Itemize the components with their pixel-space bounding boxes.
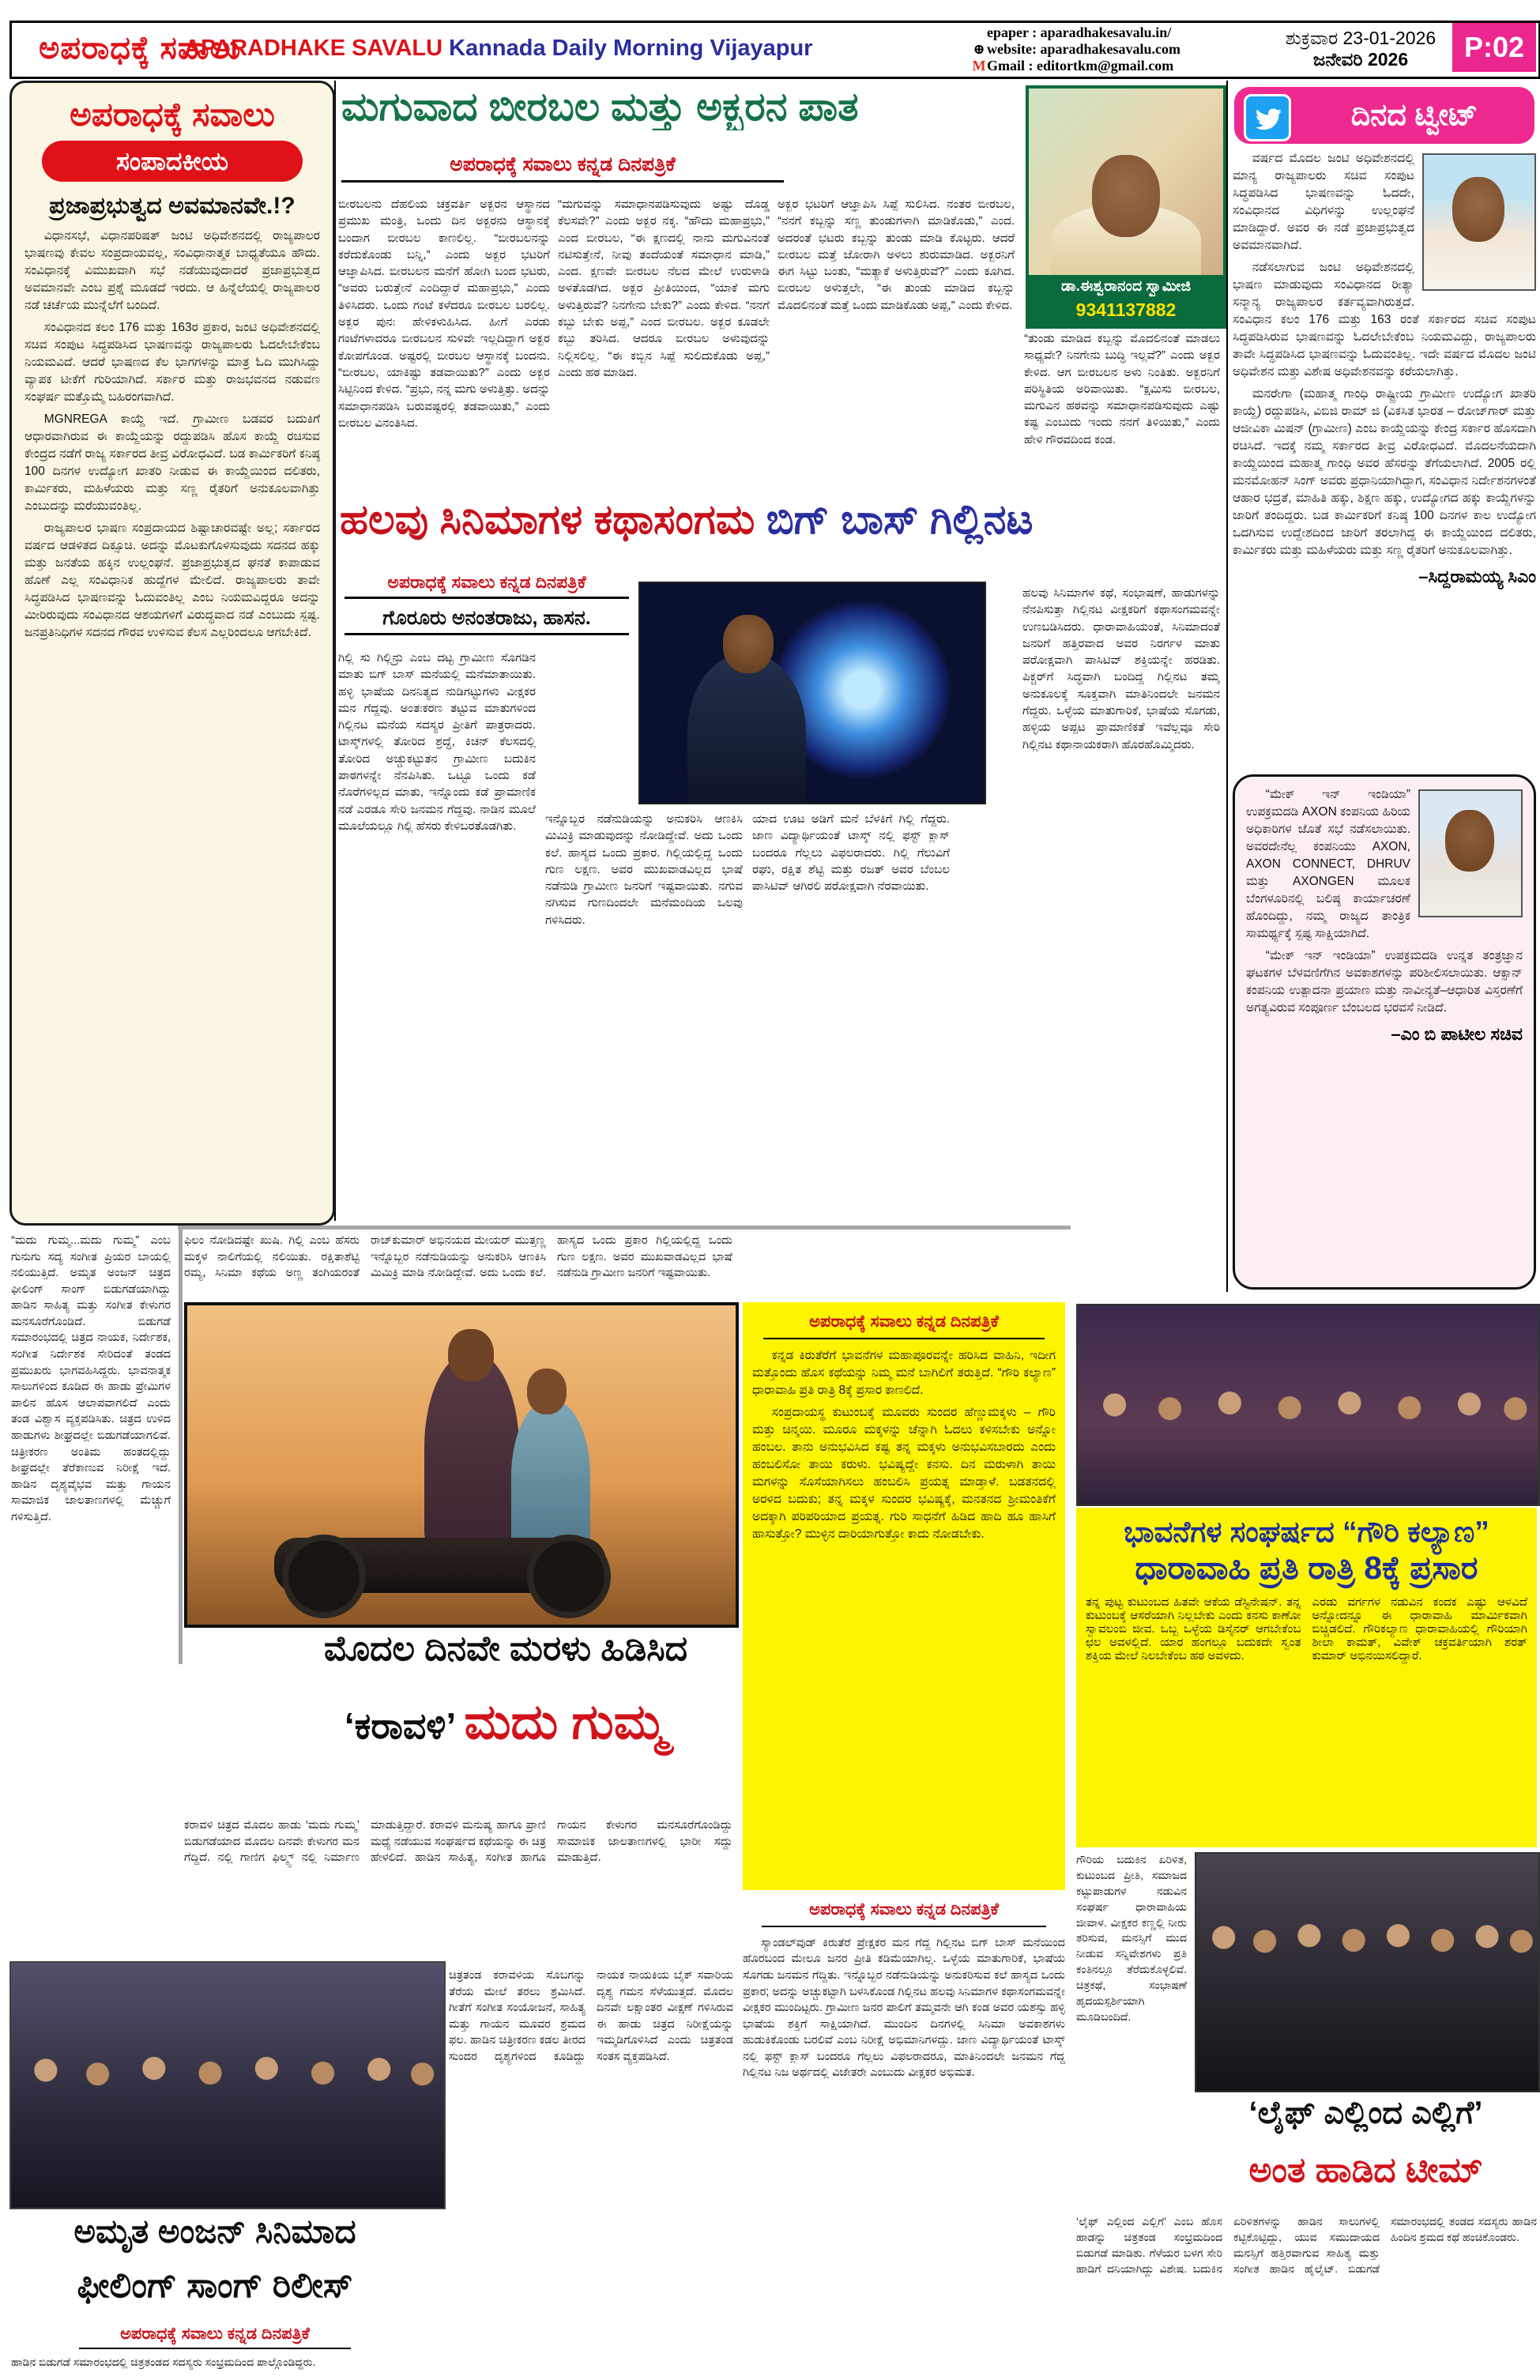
motorcycle-wheel [282,1535,366,1618]
editorial-paragraph: ವಿಧಾನಸಭೆ, ವಿಧಾನಪರಿಷತ್ ಜಂಟಿ ಅಧಿವೇಶನದಲ್ಲಿ ರಾಜ್ಯಪಾಲರ ಭಾಷಣವು ಕೇವಲ ಸಂಪ್ರದಾಯವಲ್ಲ, ಸಂವಿಧಾನಾತ್ಮಕ ಬಾಧ್ಯತೆಯೂ ಹೌದು. ಸಂವಿಧಾನಕ್ಕೆ ವಿಮುಖವಾಗಿ ಸಭೆ ನಡೆಯುವುದಾದರೆ ಪ್ರಜಾಪ್ರಭುತ್ವದ ಅವಮಾನವೇ ಎಂಬ ಪ್ರಶ್ನೆ ಮೂಡದೆ ಇರದು. ಆ ಹಿನ್ನೆಲೆಯಲ್ಲಿ ರಾಜ್ಯಪಾಲರ ನಡೆ ಚರ್ಚೆಯ ಮುನ್ನೆಲೆಗೆ ಬಂದಿದೆ. [24,229,320,312]
amrut-byline: ಅಪರಾಧಕ್ಕೆ ಸವಾಲು ಕನ್ನಡ ದಿನಪತ್ರಿಕೆ [79,2325,351,2349]
masthead-logo: ಅಪರಾಧಕ್ಕೆ ಸವಾಲು [39,31,242,66]
tweet-paragraph: ಮನರೇಗಾ (ಮಹಾತ್ಮ ಗಾಂಧಿ ರಾಷ್ಟ್ರೀಯ ಗ್ರಾಮೀಣ ಉದ್ಯೋಗ ಖಾತರಿ ಕಾಯ್ದೆ) ರದ್ದುಪಡಿಸಿ, ವಿಬಿಜಿ ರಾಮ್ ಜಿ (ವಿಕಸಿತ ಭಾರತ – ರೋಜ್‌ಗಾರ್ ಮತ್ತು ಆಜೀವಿಕಾ ಮಿಷನ್ (ಗ್ರಾಮೀಣ) ಎಂಬ ಕಾಯ್ದೆಯನ್ನು ಕೇಂದ್ರ ಸರ್ಕಾರ ಹೊಸದಾಗಿ ರಚಿಸಿದೆ. ಇದಕ್ಕೆ ನಮ್ಮ ಸರ್ಕಾರದ ತೀವ್ರ ವಿರೋಧವಿದೆ. ಮೊದಲನೆಯದಾಗಿ ಕಾಯ್ದೆಯಿಂದ ಮಹಾತ್ಮ ಗಾಂಧಿ ಅವರ ಹೆಸರನ್ನು ತೆಗೆಯಲಾಗಿದೆ. 2005 ರಲ್ಲಿ ಮನಮೋಹನ್ ಸಿಂಗ್ ಅವರು ಪ್ರಧಾನಿಯಾಗಿದ್ದಾಗ, ಸಂವಿಧಾನ ನಿರ್ದೇಶನಗಳಂತೆ ಆಹಾರ ಭದ್ರತೆ, ಮಾಹಿತಿ ಹಕ್ಕು, ಶಿಕ್ಷಣ ಹಕ್ಕು, ಉದ್ಯೋಗದ ಹಕ್ಕು ಕಾಯ್ದೆಗಳನ್ನು ಜಾರಿಗೆ ತಂದಿದ್ದರು. ಬಡ ಕಾರ್ಮಿಕರಿಗೆ ಕನಿಷ್ಠ 100 ದಿನಗಳ ಕಾಲ ಉದ್ಯೋಗ ಒದಗಿಸುವ ಉದ್ದೇಶದಿಂದ ಜಾರಿಗೆ ತರಲಾಗಿದ್ದ ಈ ಕಾಯ್ದೆಯಿಂದ ದಲಿತರು, ಕಾರ್ಮಿಕರು ಮತ್ತು ಮಹಿಳೆಯರು ಮತ್ತು ಸಣ್ಣ ರೈತರಿಗೆ ಅನುಕೂಲವಾಗಿತ್ತು. [1233,387,1536,557]
editorial-box [9,81,335,1226]
globe-icon: ⊕ [973,41,985,57]
hero-face [448,1329,494,1381]
mbpatil-face [1445,810,1494,872]
gauri-highlight-column [743,1302,1065,1890]
bigboss-byline: ಅಪರಾಧಕ್ಕೆ ಸವಾಲು ಕನ್ನಡ ದಿನಪತ್ರಿಕೆ [345,572,629,599]
gauri-headline-line1: ಭಾವನೆಗಳ ಸಂಘರ್ಷದ “ಗೌರಿ ಕಲ್ಯಾಣ” [1124,1516,1489,1548]
life-headline-line2: ಅಂತ ಹಾಡಿದ ಟೀಮ್ [1248,2151,1483,2190]
epaper-icon [971,24,987,41]
tweet-siddaramaiah [1233,150,1536,768]
life-headline-line1: ‘ಲೈಫ್ ಎಲ್ಲಿಂದ ಎಲ್ಲಿಗೆ’ [1248,2096,1483,2130]
siddaramaiah-face [1452,177,1504,242]
karavali-title: ‘ಕರಾವಳಿ’ [344,1705,465,1746]
bigboss-headline-red: ಹಲವು ಸಿನಿಮಾಗಳ ಕಥಾಸಂಗಮ [340,497,766,543]
contact-block [971,24,1180,74]
tweet-of-day-title: ದಿನದ ಟ್ವೀಟ್ [1350,99,1478,132]
editorial-paragraph: ಸಂವಿಧಾನದ ಕಲಂ 176 ಮತ್ತು 163ರ ಪ್ರಕಾರ, ಜಂಟಿ ಅಧಿವೇಶನದಲ್ಲಿ ಸಚಿವ ಸಂಪುಟ ಸಿದ್ಧಪಡಿಸಿದ ಭಾಷಣವನ್ನು ರಾಜ್ಯಪಾಲರು ಓದಲೇಬೇಕೆಂಬ ನಿಯಮವಿದೆ. ಆದರೆ ಭಾಷಣದ ಕೆಲ ಭಾಗಗಳನ್ನು ಮಾತ್ರ ಓದಿ ಮುಗಿಸಿದ್ದು ವ್ಯಾಪಕ ಟೀಕೆಗೆ ಗುರಿಯಾಗಿದೆ. ಸರ್ಕಾರ ಮತ್ತು ರಾಜಭವನದ ನಡುವಣ ಸಂಘರ್ಷ ಮತ್ತೊಮ್ಮೆ ಬಹಿರಂಗವಾಗಿದೆ. [24,321,320,404]
bigboss-column: ಗಿಲ್ಲಿ ಸು ಗಿಲ್ಲಿನ್ರು ಎಂಬ ದಟ್ಟ ಗ್ರಾಮೀಣ ಸೊಗಡಿನ ಮಾತು ಬಿಗ್ ಬಾಸ್ ಮನೆಯಲ್ಲಿ ಮನೆಮಾತಾಯಿತು. ಹಳ್ಳಿ ಭಾಷೆಯ ದಿನನಿತ್ಯದ ನುಡಿಗಟ್ಟುಗಳು ವೀಕ್ಷಕರ ಮನ ಗೆದ್ದವು. ಅಂತಃಕರಣ ತಟ್ಟುವ ಮಾತುಗಳಿಂದ ಗಿಲ್ಲಿನಟ ಮನೆಯ ಸದಸ್ಯರ ಪ್ರೀತಿಗೆ ಪಾತ್ರರಾದರು. ಟಾಸ್ಕ್‌ಗಳಲ್ಲಿ ತೋರಿದ ಶ್ರದ್ಧೆ, ಕಿಚನ್ ಕೆಲಸದಲ್ಲಿ ತೋರಿದ ಅಚ್ಚುಕಟ್ಟುತನ ಗ್ರಾಮೀಣ ಬದುಕಿನ ಪಾಠಗಳನ್ನೇ ನೆನಪಿಸಿತು. ಒಟ್ಟೂ ಒಂದು ಕಡೆ ನೊರೆಗಳಿಲ್ಲದ ಮಾತು, ಇನ್ನೊಂದು ಕಡೆ ಪ್ರಾಮಾಣಿಕ ನಡೆ ಎರಡೂ ಸೇರಿ ಜನಮನ ಗೆದ್ದವು. ನಾಡಿನ ಮೂಲೆ ಮೂಲೆಯಲ್ಲೂ ಗಿಲ್ಲಿ ಹೆಸರು ಕೇಳಿಬರತೊಡಗಿತು. [338,651,536,833]
gauri-side-column: ಗೌರಿಯ ಬದುಕಿನ ಏರಿಳಿತ, ಕುಟುಂಬದ ಪ್ರೀತಿ, ಸಮಾಜದ ಕಟ್ಟುಪಾಡುಗಳ ನಡುವಿನ ಸಂಘರ್ಷ ಧಾರಾವಾಹಿಯ ಜೀವಾಳ. ವೀಕ್ಷಕರ ಕಣ್ಣಲ್ಲಿ ನೀರು ತರಿಸುವ, ಮನಸ್ಸಿಗೆ ಮುದ ನೀಡುವ ಸನ್ನಿವೇಶಗಳು ಪ್ರತಿ ಕಂತಿನಲ್ಲೂ ತೆರೆದುಕೊಳ್ಳಲಿವೆ. ಚಿತ್ರಕಥೆ, ಸಂಭಾಷಣೆ ಹೃದಯಸ್ಪರ್ಶಿಯಾಗಿ ಮೂಡಿಬಂದಿದೆ. [1076,1853,1187,2023]
continuation-body: ಸ್ಯಾಂಡಲ್‌ವುಡ್ ಕಿರುತೆರೆ ಪ್ರೇಕ್ಷಕರ ಮನ ಗೆದ್ದ ಗಿಲ್ಲಿನಟ ಬಿಗ್ ಬಾಸ್ ಮನೆಯಿಂದ ಹೊರಬಂದ ಮೇಲೂ ಜನರ ಪ್ರೀತಿ ಕಡಿಮೆಯಾಗಿಲ್ಲ. ಒಳ್ಳೆಯ ಮಾತುಗಾರಿಕೆ, ಭಾಷೆಯ ಸೊಗಡು ಜನಮನ ಗೆದ್ದಿತು. ಇನ್ನೊಬ್ಬರ ನಡೆನುಡಿಯನ್ನು ಅನುಕರಿಸುವ ಕಲೆ ಹಾಸ್ಯದ ಒಂದು ಪ್ರಕಾರ; ಅದನ್ನು ಅಚ್ಚುಕಟ್ಟಾಗಿ ಬಳಸಿಕೊಂಡ ಗಿಲ್ಲಿನಟ ಹಲವು ಸಿನಿಮಾಗಳ ಕಥಾಸಂಗಮವನ್ನೇ ವೀಕ್ಷಕರ ಮುಂದಿಟ್ಟರು. ಗ್ರಾಮೀಣ ಜನರ ಪಾಲಿಗೆ ತಮ್ಮವನೇ ಆಗಿ ಕಂಡ ಅವರ ಯಶಸ್ಸು ಹಳ್ಳಿ ಭಾಷೆಯ ಶಕ್ತಿಗೆ ಸಾಕ್ಷಿಯಾಗಿದೆ. ಮುಂದಿನ ದಿನಗಳಲ್ಲಿ ಸಿನಿಮಾ ಅವಕಾಶಗಳು ಹುಡುಕಿಕೊಂಡು ಬರಲಿವೆ ಎಂಬ ನಿರೀಕ್ಷೆ ಅಭಿಮಾನಿಗಳದ್ದು. ಜಾಣ ವಿದ್ಯಾರ್ಥಿಯಂತೆ ಟಾಸ್ಕ್ ನಲ್ಲಿ ಫಸ್ಟ್ ಕ್ಲಾಸ್ ಬಂದರೂ ಗೆಲ್ಲಲು ವಿಫಲರಾದರೂ, ಮಾತಿನಿಂದಲೇ ಜನಮನ ಗೆದ್ದ ಗಿಲ್ಲಿನಟ ನಿಜ ಅರ್ಥದಲ್ಲಿ ವಿಜೇತರೇ ಎಂಬುದು ವೀಕ್ಷಕರ ಅಭಿಮತ. [743,1936,1065,2080]
gauri-byline: ಅಪರಾಧಕ್ಕೆ ಸವಾಲು ಕನ್ನಡ ದಿನಪತ್ರಿಕೆ [763,1310,1045,1339]
amrut-team-photo [9,1961,446,2209]
swamiji-face [1092,155,1160,237]
serial-launch-photo [1076,1304,1540,1506]
editorial-headline: ಪ್ರಜಾಪ್ರಭುತ್ವದ ಅವಮಾನವೇ.!? [49,193,296,219]
main-story-column: ಅಕ್ಬರ ಭಟರಿಗೆ ಆಜ್ಞಾಪಿಸಿ ಸಿಪ್ಪೆ ಸುಲಿಸಿದ. ನಂತರ ಬೀರಬಲ, “ನನಗೆ ಕಬ್ಬನ್ನು ಸಣ್ಣ ತುಂಡುಗಳಾಗಿ ಮಾಡಿಕೊಡು,” ಎಂದ. ಅದರಂತೆ ಭಟರು ಕಬ್ಬನ್ನು ತುಂಡು ಮಾಡಿ ಕೊಟ್ಟರು. ಆದರೆ ಬೀರಬಲ ಮತ್ತೆ ಜೋರಾಗಿ ಅಳಲು ಶುರುಮಾಡಿದ. ಅಕ್ಬರನಿಗೆ ಈಗ ಸಿಟ್ಟು ಬಂತು, “ಮತ್ಯಾಕೆ ಅಳುತ್ತಿರುವೆ?” ಎಂದು ಕೂಗಿದ. ಬೀರಬಲ ಅಳುತ್ತಲೇ, “ಈ ತುಂಡು ಮಾಡಿದ ಕಬ್ಬನ್ನು ಮೊದಲಿನಂತೆ ಮತ್ತೆ ಒಂದು ಮಾಡಿಕೊಡು ಅಪ್ಪ,” ಎಂದು ಕೇಳಿದ. [778,198,1015,312]
tweet-paragraph: “ಮೇಕ್ ಇನ್ ಇಂಡಿಯಾ” ಉಪಕ್ರಮದಡಿ ಉನ್ನತ ತಂತ್ರಜ್ಞಾನ ಘಟಕಗಳ ಬೆಳವಣಿಗೆಗಿನ ಅವಕಾಶಗಳನ್ನು ಪರಿಶೀಲಿಸಲಾಯಿತು. ಆಕ್ಸಾನ್ ಕಂಪನಿಯ ಉತ್ಪಾದನಾ ಪ್ರಯಾಣ ಮತ್ತು ನಾವೀನ್ಯತೆ–ಆಧಾರಿತ ವಿಸ್ತರಣೆಗೆ ಅಗತ್ಯವಿರುವ ಸಂಪೂರ್ಣ ಬೆಂಬಲದ ಭರವಸೆ ನೀಡಿದೆ. [1246,949,1523,1015]
twitter-icon [1244,94,1291,141]
column-rule-right [1226,81,1228,1292]
editorial-paragraph: MGNREGA ಕಾಯ್ದೆ ಇದೆ. ಗ್ರಾಮೀಣ ಬಡವರ ಬದುಕಿಗೆ ಆಧಾರವಾಗಿರುವ ಈ ಕಾಯ್ದೆಯನ್ನು ರದ್ದುಪಡಿಸಿ ಹೊಸ ಕಾಯ್ದೆ ರಚಿಸುವ ಕೇಂದ್ರದ ನಡೆಗೆ ರಾಜ್ಯ ಸರ್ಕಾರದ ತೀವ್ರ ವಿರೋಧವಿದೆ. ಬಡ ಕಾರ್ಮಿಕರಿಗೆ ಕನಿಷ್ಠ 100 ದಿನಗಳ ಉದ್ಯೋಗ ಖಾತರಿ ನೀಡುವ ಈ ಕಾಯ್ದೆಯಿಂದ ದಲಿತರು, ಕಾರ್ಮಿಕರು, ಮಹಿಳೆಯರು ಮತ್ತು ಸಣ್ಣ ರೈತರಿಗೆ ಅನುಕೂಲವಾಗಿತ್ತು ಎಂಬುದನ್ನು ಮರೆಯುವಂತಿಲ್ಲ. [24,412,320,513]
siddaramaiah-photo [1422,153,1536,291]
editorial-label: ಸಂಪಾದಕೀಯ [42,141,303,182]
epaper-line: epaper : aparadhakesavalu.in/ [971,24,1180,41]
karavali-headline-line2 [269,1694,743,1751]
motorcycle-wheel [527,1535,611,1618]
tweet-signature: –ಸಿದ್ದರಾಮಯ್ಯ ಸಿಎಂ [1418,567,1536,586]
heroine-figure [511,1400,590,1558]
bigboss-author: ಗೊರೂರು ಅನಂತರಾಜು, ಹಾಸನ. [345,607,629,635]
karavali-body: ಕರಾವಳಿ ಚಿತ್ರದ ಮೊದಲ ಹಾಡು ‘ಮದು ಗುಮ್ಮ’ ಬಿಡುಗಡೆಯಾದ ಮೊದಲ ದಿನವೇ ಕೇಳುಗರ ಮನ ಗೆದ್ದಿದೆ. ನಲ್ಲಿ ಗಾಣಿಗ ಫಿಲ್ಮ್ಸ್ ನಲ್ಲಿ ನಿರ್ಮಾಣ ಮಾಡುತ್ತಿದ್ದಾರೆ. ಕರಾವಳಿ ಮನುಷ್ಯ ಹಾಗೂ ಪ್ರಾಣಿ ಮಧ್ಯೆ ನಡೆಯುವ ಸಂಘರ್ಷದ ಕಥೆಯನ್ನು ಈ ಚಿತ್ರ ಹೇಳಲಿದೆ. ಹಾಡಿನ ಸಾಹಿತ್ಯ, ಸಂಗೀತ ಹಾಗೂ ಗಾಯನ ಕೇಳುಗರ ಮನಸೂರೆಗೊಂಡಿದ್ದು ಸಾಮಾಜಿಕ ಜಾಲತಾಣಗಳಲ್ಲಿ ಭಾರೀ ಸದ್ದು ಮಾಡುತ್ತಿದೆ. [184,1819,732,1865]
heroine-face [527,1369,567,1414]
swamiji-caption [1029,275,1223,326]
amrut-body-column: “ಮದು ಗುಮ್ಮ...ಮದು ಗುಮ್ಮ” ಎಂಬ ಗುನುಗು ಸದ್ಯ ಸಂಗೀತ ಪ್ರಿಯರ ಬಾಯಲ್ಲಿ ನಲಿಯುತ್ತಿದೆ. ಅಮೃತ ಅಂಜನ್ ಚಿತ್ರದ ಫೀಲಿಂಗ್ ಸಾಂಗ್ ಬಿಡುಗಡೆಯಾಗಿದ್ದು ಹಾಡಿನ ಸಾಹಿತ್ಯ ಮತ್ತು ಸಂಗೀತ ಕೇಳುಗರ ಮನಸೂರೆಗೊಂಡಿದೆ. ಬಿಡುಗಡೆ ಸಮಾರಂಭದಲ್ಲಿ ಚಿತ್ರದ ನಾಯಕ, ನಿರ್ದೇಶಕ, ಸಂಗೀತ ನಿರ್ದೇಶಕ ಸೇರಿದಂತೆ ತಂಡದ ಪ್ರಮುಖರು ಭಾಗವಹಿಸಿದ್ದರು. ಭಾವನಾತ್ಮಕ ಸಾಲುಗಳಿಂದ ಕೂಡಿದ ಈ ಹಾಡು ಪ್ರೇಮಿಗಳ ಪಾಲಿನ ಹೊಸ ಆಲಾಪವಾಗಲಿದೆ ಎಂದು ತಂಡ ವಿಶ್ವಾಸ ವ್ಯಕ್ತಪಡಿಸಿತು. ಚಿತ್ರದ ಉಳಿದ ಹಾಡುಗಳು ಶೀಘ್ರದಲ್ಲೇ ಬಿಡುಗಡೆಯಾಗಲಿವೆ. ಚಿತ್ರೀಕರಣ ಅಂತಿಮ ಹಂತದಲ್ಲಿದ್ದು ಶೀಘ್ರದಲ್ಲೇ ತೆರೆಕಾಣುವ ನಿರೀಕ್ಷೆ ಇದೆ. ಹಾಡಿನ ದೃಶ್ಯವೈಭವ ಮತ್ತು ಗಾಯನ ಸಾಮಾಜಿಕ ಜಾಲತಾಣಗಳಲ್ಲಿ ಮೆಚ್ಚುಗೆ ಗಳಿಸುತ್ತಿದೆ. [11,1234,171,1523]
launch-guests [1078,1376,1538,1471]
swamiji-photo [1026,85,1226,329]
date-line: ಶುಕ್ರವಾರ 23-01-2026 [1285,28,1436,48]
masthead-title-line [184,36,812,62]
contestant-face [723,615,774,673]
team-members [1196,1909,1538,2004]
editorial-paragraph: ರಾಜ್ಯಪಾಲರ ಭಾಷಣ ಸಂಪ್ರದಾಯದ ಶಿಷ್ಟಾಚಾರವಷ್ಟೇ ಅಲ್ಲ; ಸರ್ಕಾರದ ವರ್ಷದ ಆಡಳಿತದ ದಿಕ್ಸೂಚಿ. ಅದನ್ನು ಮೊಟಕುಗೊಳಿಸುವುದು ಸದನದ ಹಕ್ಕು ಮತ್ತು ಜನತೆಯ ಹಕ್ಕಿನ ಉಲ್ಲಂಘನೆ. ಪ್ರಜಾಪ್ರಭುತ್ವದ ಘನತೆ ಕಾಪಾಡುವ ಹೊಣೆ ಎಲ್ಲ ಸಂವಿಧಾನಿಕ ಹುದ್ದೆಗಳ ಮೇಲಿದೆ. ರಾಜ್ಯಪಾಲರು ತಾವೇ ಸಿದ್ಧಪಡಿಸಿದ ಭಾಷಣವನ್ನು ಓದುವಂತಿಲ್ಲ ಎಂಬ ನಿಯಮವಿದ್ದರೂ ಅದನ್ನು ಮೀರಿರುವುದು ಸಂವಿಧಾನದ ಆಶಯಗಳಿಗೆ ವಿರುದ್ಧವಾದ ನಡೆ ಎಂಬುದು ಸ್ಪಷ್ಟ. ಜನಪ್ರತಿನಿಧಿಗಳ ಸದನದ ಗೌರವ ಉಳಿಸುವ ಕೆಲಸ ಎಲ್ಲರಿಂದಲೂ ಆಗಬೇಕಿದೆ. [24,522,320,639]
life-team-photo [1195,1852,1540,2092]
hero-figure [424,1353,519,1550]
bigboss-column: ಹಲವು ಸಿನಿಮಾಗಳ ಕಥೆ, ಸಂಭಾಷಣೆ, ಹಾಡುಗಳನ್ನು ನೆನಪಿಸುತ್ತಾ ಗಿಲ್ಲಿನಟ ವೀಕ್ಷಕರಿಗೆ ಕಥಾಸಂಗಮವನ್ನೇ ಉಣಬಡಿಸಿದರು. ಧಾರಾವಾಹಿಯಂತೆ, ಸಿನಿಮಾದಂತೆ ಜನರಿಗೆ ಹತ್ತಿರವಾದ ಅವರ ನಿರರ್ಗಳ ಮಾತು ಪರೋಕ್ಷವಾಗಿ ಪಾಸಿಟಿವ್ ಶಕ್ತಿಯನ್ನೇ ಹರಡಿತು. ಪಿಕ್ಚರ್‌ಗೆ ಸಿದ್ಧವಾಗಿ ಬಂದಿದ್ದ ಗಿಲ್ಲಿನಟ ತಮ್ಮ ಅನುಕೂಲಕ್ಕೆ ಸೂಕ್ತವಾಗಿ ಮಾತಿನಿಂದಲೇ ಜನಮನ ಗೆದ್ದರು. ಒಳ್ಳೆಯ ಮಾತುಗಾರಿಕೆ, ಭಾಷೆಯ ಸೊಗಡು, ಹಳ್ಳಿಯ ಅಪ್ಪಟ ಪ್ರಾಮಾಣಿಕತೆ ಇವೆಲ್ಲವೂ ಸೇರಿ ಗಿಲ್ಲಿನಟ ಕಥಾನಾಯಕರಾಗಿ ಹೊರಹೊಮ್ಮಿದರು. [1022,586,1220,751]
section-divider [178,1226,1071,1230]
bigboss-headline-blue: ಬಿಗ್ ಬಾಸ್ ಗಿಲ್ಲಿನಟ [766,497,1034,543]
mbpatil-photo [1418,789,1523,917]
bigboss-photo [638,582,986,804]
page-number-badge: P:02 [1452,23,1536,72]
karavali-song-title: ಮದು ಗುಮ್ಮ [464,1695,668,1749]
amrut-team-members [11,2042,444,2137]
masthead-title-en: APARADHAKE SAVALU [184,36,443,61]
main-story-column: “ತುಂಡು ಮಾಡಿದ ಕಬ್ಬನ್ನು ಮೊದಲಿನಂತೆ ಮಾಡಲು ಸಾಧ್ಯವೇ? ನಿನಗೇನು ಬುದ್ಧಿ ಇಲ್ಲವೆ?” ಎಂದು ಅಕ್ಬರ ಕೇಳಿದ. ಆಗ ಬೀರಬಲನ ಅಳು ನಿಂತಿತು. ಅಕ್ಬರನಿಗೆ ಪರಿಸ್ಥಿತಿಯ ಅರಿವಾಯಿತು. “ಕ್ಷಮಿಸು ಬೀರಬಲ, ಮಗುವಿನ ಹಠವನ್ನು ಸಮಾಧಾನಪಡಿಸುವುದು ಎಷ್ಟು ಕಷ್ಟ ಎಂಬುದು ಇಂದು ನನಗೆ ತಿಳಿಯಿತು,” ಎಂದು ಹೇಳಿ ಗೌರವದಿಂದ ಕಂಡ. [1024,332,1220,446]
bigboss-column: ಇನ್ನೊಬ್ಬರ ನಡೆನುಡಿಯನ್ನು ಅನುಕರಿಸಿ ಆಣಕಿಸಿ ಮಿಮಿಕ್ರಿ ಮಾಡುವುದನ್ನು ನೋಡಿದ್ದೇವೆ. ಅದು ಒಂದು ಕಲೆ. ಹಾಸ್ಯದ ಒಂದು ಪ್ರಕಾರ. ಗಿಲ್ಲಿಯಲ್ಲಿದ್ದ ಒಂದು ಗುಣ ಲಕ್ಷಣ. ಅವರ ಮುಖವಾಡವಿಲ್ಲದ ಭಾಷೆ ನಡೆನುಡಿ ಗ್ರಾಮೀಣ ಜನರಿಗೆ ಇಷ್ಟವಾಯಿತು. ನಗುವ ನಗಿಸುವ ಗುಣದಿಂದಲೇ ಮನೆಮಂದಿಯ ಒಲವು ಗಳಿಸಿದರು. [545,812,743,927]
bigboss-column: ಯಾದ ಊಟ ಅಡಿಗೆ ಮನೆ ಬೆಳಕಿಗೆ ಗಿಲ್ಲಿ ಗೆದ್ದರು. ಜಾಣ ವಿದ್ಯಾರ್ಥಿಯಂತೆ ಟಾಸ್ಕ್ ನಲ್ಲಿ ಫಸ್ಟ್ ಕ್ಲಾಸ್ ಬಂದರೂ ಗೆಲ್ಲಲು ವಿಫಲರಾದರು. ಗಿಲ್ಲಿ ಗೆಲುವಿಗೆ ರಘು, ರಕ್ಷಿತ ಶೆಟ್ಟಿ ಮತ್ತು ರಜತ್ ಅವರ ಬೆಂಬಲ ಪಾಸಿಟಿವ್ ಆಗಿರಲಿ ಪರೋಕ್ಷವಾಗಿ ನೆರವಾಯಿತು. [752,812,950,894]
tweet-mbpatil [1233,774,1536,1290]
karavali-movie-photo [184,1302,739,1628]
bigboss-column: ಫಿಲಂ ನೋಡಿದಷ್ಟೇ ಖುಷಿ. ಗಿಲ್ಲಿ ಎಂಬ ಹೆಸರು ಮಕ್ಕಳ ನಾಲಿಗೆಯಲ್ಲಿ ನಲಿಯಿತು. ರಕ್ಷಿತಾಶೆಟ್ಟಿ ರಮ್ಯ, ಸಿನಿಮಾ ಕಥೆಯ ಅಣ್ಣ ತಂಗಿಯರಂತೆ ರಾಜ್‌ಕುಮಾರ್ ಅಭಿನಯದ ಮೇಯರ್ ಮುತ್ತಣ್ಣ ಇನ್ನೊಬ್ಬರ ನಡೆನುಡಿಯನ್ನು ಅನುಕರಿಸಿ ಆಣಕಿಸಿ ಮಿಮಿಕ್ರಿ ಮಾಡಿ ನೋಡಿದ್ದೇವೆ. ಅದು ಒಂದು ಕಲೆ. ಹಾಸ್ಯದ ಒಂದು ಪ್ರಕಾರ ಗಿಲ್ಲಿಯಲ್ಲಿದ್ದ ಒಂದು ಗುಣ ಲಕ್ಷಣ. ಅವರ ಮುಖವಾಡವಿಲ್ಲದ ಭಾಷೆ ನಡೆನುಡಿ ಗ್ರಾಮೀಣ ಜನರಿಗೆ ಇಷ್ಟವಾಯಿತು. [184,1234,732,1280]
main-story-column: ಬೀರಬಲನು ದೆಹಲಿಯ ಚಕ್ರವರ್ತಿ ಅಕ್ಬರನ ಆಸ್ಥಾನದ ಪ್ರಮುಖ ಮಂತ್ರಿ, ಒಂದು ದಿನ ಅಕ್ಬರನು ಆಸ್ಥಾನಕ್ಕೆ ಬಂದಾಗ ಬೀರಬಲ ಕಾಣಲಿಲ್ಲ. “ಬೀರಬಲನನ್ನು ಕರೆದುಕೊಂಡು ಬನ್ನಿ,” ಎಂದು ಅಕ್ಬರ ಭಟರಿಗೆ ಆಜ್ಞಾಪಿಸಿದ. ಬೀರಬಲನ ಮನೆಗೆ ಹೋಗಿ ಬಂದ ಭಟರು, “ಅವರು ಬರುತ್ತೇನೆ ಎಂದಿದ್ದಾರೆ ಮಹಾಪ್ರಭು,” ಎಂದು ತಿಳಿಸಿದರು. ಒಂದು ಗಂಟೆ ಕಳೆದರೂ ಬೀರಬಲ ಬರಲಿಲ್ಲ. ಅಕ್ಬರ ಪುನಃ ಹೇಳಿಕಳುಹಿಸಿದ. ಹೀಗೆ ಎರಡು ಗಂಟೆಗಳಾದರೂ ಬೀರಬಲನ ಸುಳಿವೇ ಇಲ್ಲದಿದ್ದಾಗ ಅಕ್ಬರ ಕೋಪಗೊಂಡ. ಅಷ್ಟರಲ್ಲಿ ಬೀರಬಲ ಆಸ್ಥಾನಕ್ಕೆ ಬಂದನು. “ಬೀರಬಲ, ಯಾಕಿಷ್ಟು ತಡವಾಯಿತು?” ಎಂದು ಅಕ್ಬರ ಸಿಟ್ಟಿನಿಂದ ಕೇಳಿದ. “ಪ್ರಭು, ನನ್ನ ಮಗು ಅಳುತ್ತಿತ್ತು. ಅದನ್ನು ಸಮಾಧಾನಪಡಿಸಿ ಬರುವಷ್ಟರಲ್ಲಿ ತಡವಾಯಿತು,” ಎಂದು ಬೀರಬಲ ವಿನಂತಿಸಿದ. [338,198,550,430]
section-divider [179,1226,183,1664]
karavali-headline-line1: ಮೊದಲ ದಿನವೇ ಮರಳು ಹಿಡಿಸಿದ [324,1629,687,1668]
amrut-headline-line1: ಅಮೃತ ಅಂಜನ್ ಸಿನಿಮಾದ [73,2212,356,2250]
gauri-paragraph: ಸಂಪ್ರದಾಯಸ್ಥ ಕುಟುಂಬಕ್ಕೆ ಮೂವರು ಸುಂದರ ಹೆಣ್ಣುಮಕ್ಕಳು – ಗೌರಿ ಮತ್ತು ಚಿನ್ಮಯಿ. ಮೂರೂ ಮಕ್ಕಳನ್ನು ಚೆನ್ನಾಗಿ ಓದಲು ಕಳಿಸಬೇಕು ಅನ್ನೋ ಹಂಬಲ. ತಾನು ಅನುಭವಿಸಿದ ಕಷ್ಟ ತನ್ನ ಮಕ್ಕಳು ಅನುಭವಿಸಬಾರದು ಎಂದು ಹಂಬಲಿಸೋ ತಾಯಿ ಕರುಳು. ಭವಿಷ್ಯದ್ದೇ ಕನಸು. ದಿನ ಮರುಳಾಗಿ ತಾಯಿ ಮಗಳನ್ನು ಸೊಸೆಯಾಗಿಸಲು ಹಂಬಲಿಸಿ ಪ್ರಯತ್ನ ಮಾಡ್ತಾಳೆ. ಬಡತನದಲ್ಲಿ ಅರಳಿದ ಬದುಕು; ತನ್ನ ಮಕ್ಕಳ ಸುಂದರ ಭವಿಷ್ಯಕ್ಕೆ, ಮನತನದ ಶ್ರೀಮಂತಿಕೆಗೆ ಅದಕ್ಕಾಗಿ ಪರಿಪರಿಯಾದ ಪ್ರಯತ್ನ. ಗುರಿ ಸಾಧನೆಗೆ ಹಿಡಿದ ಹಾದಿ ಹೂ ಹಾಸಿಗೆ ಹಾಸುತ್ತೋ? ಮುಳ್ಳಿನ ದಾರಿಯಾಗುತ್ತೋ ಕಾದು ನೋಡಬೇಕು. [752,1405,1056,1541]
main-headline: ಮಗುವಾದ ಬೀರಬಲ ಮತ್ತು ಅಕ್ಬರನ ಪಾತ [341,85,859,129]
date-block [1276,28,1445,70]
continuation-byline: ಅಪರಾಧಕ್ಕೆ ಸವಾಲು ಕನ್ನಡ ದಿನಪತ್ರಿಕೆ [762,1898,1046,1927]
tweet-paragraph: ವರ್ಷದ ಮೊದಲ ಜಂಟಿ ಅಧಿವೇಶನದಲ್ಲಿ ಮಾನ್ಯ ರಾಜ್ಯಪಾಲರು ಸಚಿವ ಸಂಪುಟ ಸಿದ್ಧಪಡಿಸಿದ ಭಾಷಣವನ್ನು ಓದದೇ, ಸಂವಿಧಾನದ ವಿಧಿಗಳನ್ನು ಉಲ್ಲಂಘನೆ ಮಾಡಿದ್ದಾರೆ. ಅವರ ಈ ನಡೆ ಪ್ರಜಾಪ್ರಭುತ್ವದ ಅವಮಾನವಾಗಿದೆ. [1233,152,1414,252]
editorial-body [12,223,333,651]
tweet-paragraph: “ಮೇಕ್ ಇನ್ ಇಂಡಿಯಾ” ಉಪಕ್ರಮದಡಿ AXON ಕಂಪನಿಯ ಹಿರಿಯ ಅಧಿಕಾರಿಗಳ ಜೊತೆ ಸಭೆ ನಡೆಸಲಾಯಿತು. ಅವರದೇನೆಲ್ಲ ಕಂಪನಿಯು AXON, AXON CONNECT, DHRUV ಮತ್ತು AXONGEN ಮೂಲಕ ಬೆಂಗಳೂರಿನಲ್ಲಿ ಬಲಿಷ್ಠ ಕಾರ್ಯಾಚರಣೆ ಹೊಂದಿದ್ದು, ನಮ್ಮ ರಾಜ್ಯದ ತಾಂತ್ರಿಕ ಸಾಮರ್ಥ್ಯಕ್ಕೆ ಸ್ಪಷ್ಟ ಸಾಕ್ಷಿಯಾಗಿದೆ. [1246,788,1410,940]
tweet-signature: –ಎಂ ಬಿ ಪಾಟೀಲ ಸಚಿವ [1391,1024,1523,1044]
masthead-subtitle-en: Kannada Daily Morning Vijayapur [449,36,813,61]
main-byline: ಅಪರಾಧಕ್ಕೆ ಸವಾಲು ಕನ್ನಡ ದಿನಪತ್ರಿಕೆ [341,153,784,183]
month-line: ಜನೇವರಿ 2026 [1312,49,1409,70]
swamiji-phone: 9341137882 [1075,299,1177,320]
main-story-column: “ಮಗುವನ್ನು ಸಮಾಧಾನಪಡಿಸುವುದು ಅಷ್ಟು ದೊಡ್ಡ ಕೆಲಸವೇ?” ಎಂದು ಅಕ್ಬರ ನಕ್ಕ. “ಹೌದು ಮಹಾಪ್ರಭು,” ಎಂದ ಬೀರಬಲ, “ಈ ಕ್ಷಣದಲ್ಲಿ ನಾನು ಮಗುವಿನಂತೆ ನಟಿಸುತ್ತೇನೆ, ನೀವು ತಂದೆಯಂತೆ ಸಮಾಧಾನ ಮಾಡಿ,” ಎಂದ. ಕ್ಷಣವೇ ಬೀರಬಲ ನೆಲದ ಮೇಲೆ ಉರುಳಾಡಿ ಅಳತೊಡಗಿದ. ಅಕ್ಬರ ಪ್ರೀತಿಯಿಂದ, “ಯಾಕೆ ಮಗು ಅಳುತ್ತಿರುವೆ? ನಿನಗೇನು ಬೇಕು?” ಎಂದು ಕೇಳಿದ. “ನನಗೆ ಕಬ್ಬು ಬೇಕು ಅಪ್ಪ,” ಎಂದ ಬೀರಬಲ. ಅಕ್ಬರ ಕೂಡಲೇ ಕಬ್ಬು ತರಿಸಿದ. ಆದರೂ ಬೀರಬಲ ಅಳುವುದನ್ನು ನಿಲ್ಲಿಸಲಿಲ್ಲ. “ಈ ಕಬ್ಬಿನ ಸಿಪ್ಪೆ ಸುಲಿದುಕೊಡು ಅಪ್ಪ,” ಎಂದು ಹಠ ಮಾಡಿದ. [558,198,770,379]
amrut-headline-line2: ಫೀಲಿಂಗ್ ಸಾಂಗ್ ರಿಲೀಸ್ [77,2266,353,2305]
gauri-column: ತನ್ನ ಪುಟ್ಟ ಕುಟುಂಬದ ಹಿತವೇ ಆಕೆಯ ಡೆಸ್ಟಿನೇಷನ್. ತನ್ನ ಕುಟುಂಬಕ್ಕೆ ಆಸರೆಯಾಗಿ ನಿಲ್ಲಬೇಕು ಎಂದು ಕನಸು ಕಾಣೋ ಸ್ವಾವಲಂಬಿ ಜೀವ. ಒಬ್ಬ ಒಳ್ಳೆಯ ಡಿಸೈನರ್ ಆಗಬೇಕೆಂಬ ಛಲ ಅವಳಲ್ಲಿದೆ. ಯಾರ ಹಂಗಲ್ಲೂ ಬದುಕದೇ ಸ್ವಂತ ಶಕ್ತಿಯ ಮೇಲೆ ನಿಲಬೇಕೆಂಬ ಹಠ ಅವಳದು. [1086,1595,1301,1663]
tweet-of-day-header [1234,87,1534,144]
editorial-logo: ಅಪರಾಧಕ್ಕೆ ಸವಾಲು [70,96,275,133]
gauri-headline-line2: ಧಾರಾವಾಹಿ ಪ್ರತಿ ರಾತ್ರಿ 8ಕ್ಕೆ ಪ್ರಸಾರ [1135,1550,1478,1586]
karavali-body: ಚಿತ್ರತಂಡ ಕರಾವಳಿಯ ಸೊಬಗನ್ನು ತೆರೆಯ ಮೇಲೆ ತರಲು ಶ್ರಮಿಸಿದೆ. ಗೀತೆಗೆ ಸಂಗೀತ ಸಂಯೋಜನೆ, ಸಾಹಿತ್ಯ ಮತ್ತು ಗಾಯನ ಮೂವರ ಶ್ರಮದ ಫಲ. ಹಾಡಿನ ಚಿತ್ರೀಕರಣ ಕಡಲ ತೀರದ ಸುಂದರ ದೃಶ್ಯಗಳಿಂದ ಕೂಡಿದ್ದು ನಾಯಕ ನಾಯಕಿಯ ಬೈಕ್ ಸವಾರಿಯ ದೃಶ್ಯ ಗಮನ ಸೆಳೆಯುತ್ತದೆ. ಮೊದಲ ದಿನವೇ ಲಕ್ಷಾಂತರ ವೀಕ್ಷಣೆ ಗಳಿಸಿರುವ ಈ ಹಾಡು ಚಿತ್ರದ ನಿರೀಕ್ಷೆಯನ್ನು ಇಮ್ಮಡಿಗೊಳಿಸಿದೆ ಎಂದು ಚಿತ್ರತಂಡ ಸಂತಸ ವ್ಯಕ್ತಪಡಿಸಿದೆ. [449,1969,733,2063]
website-line: ⊕ website: aparadhakesavalu.com [971,41,1180,58]
gmail-line: MGmail : editortkm@gmail.com [972,58,1174,73]
tweet-paragraph: ನಡೆಸಲಾಗುವ ಜಂಟಿ ಅಧಿವೇಶನದಲ್ಲಿ ಭಾಷಣ ಮಾಡುವುದು ಸಂವಿಧಾನದ ರೀತ್ಯಾ ಸನ್ಮಾನ್ಯ ರಾಜ್ಯಪಾಲರ ಕರ್ತವ್ಯವಾಗಿರುತ್ತದೆ. ಸಂವಿಧಾನ ಕಲಂ 176 ಮತ್ತು 163 ರಂತೆ ಸರ್ಕಾರದ ಸಚಿವ ಸಂಪುಟ ಸಿದ್ಧಪಡಿಸಿರುವ ಭಾಷಣವನ್ನು ಓದಲೇಬೇಕೆಂಬ ನಿಯಮವಿದ್ದು, ರಾಜ್ಯಪಾಲರು ತಾವೇ ಸಿದ್ಧಪಡಿಸಿದ ಭಾಷಣವನ್ನು ಓದುವಂತಿಲ್ಲ. ಇದೇ ವರ್ಷದ ಮೊದಲ ಜಂಟಿ ಅಧಿವೇಶನ ಮತ್ತು ವಿಶೇಷ ಅಧಿವೇಶನವನ್ನು ಕರೆಯಲಾಗಿತ್ತು. [1233,261,1536,378]
life-body: ‘ಲೈಫ್ ಎಲ್ಲಿಂದ ಎಲ್ಲಿಗೆ’ ಎಂಬ ಹೊಸ ಹಾಡನ್ನು ಚಿತ್ರತಂಡ ಸಂಭ್ರಮದಿಂದ ಬಿಡುಗಡೆ ಮಾಡಿತು. ಗೆಳೆಯರ ಬಳಗ ಸೇರಿ ಹಾಡಿಗೆ ದನಿಯಾಗಿದ್ದು ವಿಶೇಷ. ಬದುಕಿನ ಏರಿಳಿತಗಳನ್ನು ಹಾಡಿನ ಸಾಲುಗಳಲ್ಲಿ ಕಟ್ಟಿಕೊಟ್ಟಿದ್ದು, ಯುವ ಸಮುದಾಯದ ಮನಸ್ಸಿಗೆ ಹತ್ತಿರವಾಗುವ ಸಾಹಿತ್ಯ ಮತ್ತು ಸಂಗೀತ ಹಾಡಿನ ಹೈಲೈಟ್. ಬಿಡುಗಡೆ ಸಮಾರಂಭದಲ್ಲಿ ತಂಡದ ಸದಸ್ಯರು ಹಾಡಿನ ಹಿಂದಿನ ಶ್ರಮದ ಕಥೆ ಹಂಚಿಕೊಂಡರು. [1076,2215,1537,2275]
masthead-bar [9,21,1540,79]
gmail-icon: M [972,58,986,73]
bigboss-continuation [743,1898,1065,2374]
contestant-figure [687,653,806,804]
gauri-body [1086,1595,1527,1793]
gauri-column: ಎರಡು ವರ್ಗಗಳ ನಡುವಿನ ಕಂದಕ ಎಷ್ಟು ಆಳವಿದೆ ಅನ್ನೋದನ್ನೂ ಈ ಧಾರಾವಾಹಿ ಮಾರ್ಮಿಕವಾಗಿ ಬಿಚ್ಚಿಡಲಿದೆ. ಗೌರಿಕಲ್ಯಾಣ ಧಾರಾವಾಹಿಯಲ್ಲಿ ಗೌರಿಯಾಗಿ ಶೀಲಾ ಕಾಮತ್, ವಿವೇಕ್ ಚಕ್ರವರ್ತಿಯಾಗಿ ಶರತ್ ಕುಮಾರ್ ಅಭಿನಯಿಸಲಿದ್ದಾರೆ. [1312,1595,1527,1663]
gauri-paragraph: ಕನ್ನಡ ಕಿರುತೆರೆಗೆ ಭಾವನೆಗಳ ಮಹಾಪೂರವನ್ನೇ ಹರಿಸಿದ ವಾಹಿನಿ, ಇದೀಗ ಮತ್ತೊಂದು ಹೊಸ ಕಥೆಯನ್ನು ನಿಮ್ಮ ಮನೆ ಬಾಗಿಲಿಗೆ ತರುತ್ತಿದೆ. “ಗೌರಿ ಕಲ್ಯಾಣ” ಧಾರಾವಾಹಿ ಪ್ರತಿ ರಾತ್ರಿ 8ಕ್ಕೆ ಪ್ರಸಾರ ಕಾಣಲಿದೆ. [752,1348,1056,1397]
gauri-kalyana-box [1076,1508,1537,1847]
bigboss-headline [340,496,1225,544]
amrut-tail: ಹಾಡಿನ ಬಿಡುಗಡೆ ಸಮಾರಂಭದಲ್ಲಿ ಚಿತ್ರತಂಡದ ಸದಸ್ಯರು ಸಂಭ್ರಮದಿಂದ ಪಾಲ್ಗೊಂಡಿದ್ದರು. [11,2356,316,2368]
swamiji-name: ಡಾ.ಈಶ್ವರಾನಂದ ಸ್ವಾಮೀಜಿ [1060,278,1192,295]
